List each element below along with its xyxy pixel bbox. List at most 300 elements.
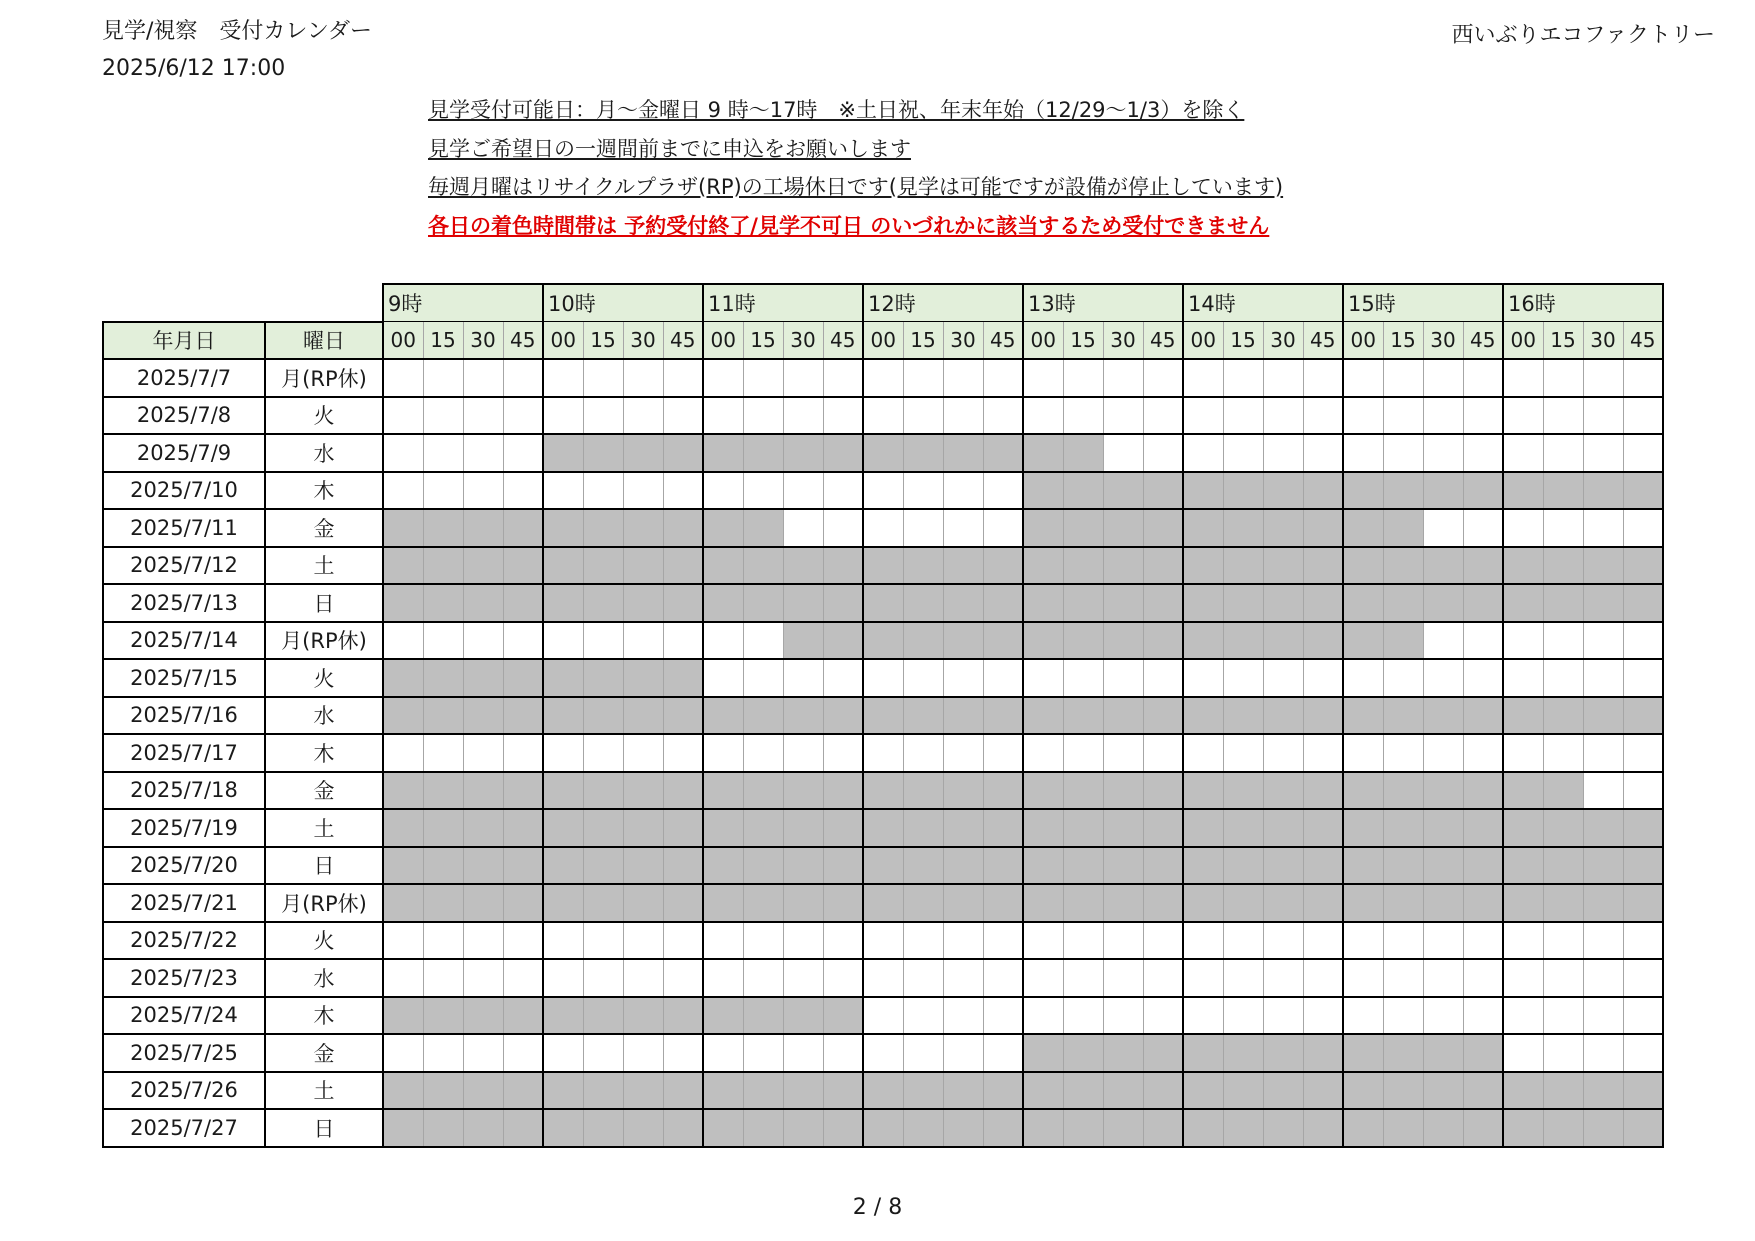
time-slot-closed bbox=[1423, 847, 1463, 885]
time-slot-closed bbox=[1623, 472, 1663, 510]
time-slot-closed bbox=[863, 1109, 903, 1147]
time-slot-closed bbox=[863, 847, 903, 885]
time-slot-open bbox=[943, 659, 983, 697]
time-slot-closed bbox=[663, 547, 703, 585]
table-row bbox=[103, 472, 1663, 510]
time-slot-closed bbox=[1263, 697, 1303, 735]
time-slot-closed bbox=[1103, 584, 1143, 622]
time-slot-open bbox=[1383, 734, 1423, 772]
time-slot-closed bbox=[463, 847, 503, 885]
time-slot-closed bbox=[1423, 772, 1463, 810]
time-slot-open bbox=[863, 509, 903, 547]
time-slot-closed bbox=[543, 1109, 583, 1147]
time-slot-open bbox=[383, 959, 423, 997]
time-slot-closed bbox=[1063, 772, 1103, 810]
time-slot-closed bbox=[903, 809, 943, 847]
time-slot-closed bbox=[423, 809, 463, 847]
table-row bbox=[103, 1109, 1663, 1147]
time-slot-closed bbox=[743, 1109, 783, 1147]
time-slot-closed bbox=[1263, 584, 1303, 622]
time-slot-open bbox=[1463, 659, 1503, 697]
time-slot-open bbox=[1223, 922, 1263, 960]
time-slot-closed bbox=[703, 884, 743, 922]
time-slot-open bbox=[583, 397, 623, 435]
time-slot-open bbox=[783, 472, 823, 510]
time-slot-closed bbox=[383, 809, 423, 847]
time-slot-closed bbox=[823, 547, 863, 585]
time-slot-closed bbox=[623, 697, 663, 735]
time-slot-closed bbox=[1343, 622, 1383, 660]
time-slot-closed bbox=[1063, 884, 1103, 922]
time-slot-open bbox=[1383, 659, 1423, 697]
time-slot-closed bbox=[863, 884, 903, 922]
time-slot-open bbox=[1023, 359, 1063, 397]
time-slot-closed bbox=[903, 772, 943, 810]
minute-header: 15 bbox=[423, 322, 463, 360]
time-slot-open bbox=[1583, 509, 1623, 547]
time-slot-closed bbox=[583, 659, 623, 697]
time-slot-open bbox=[1143, 434, 1183, 472]
time-slot-open bbox=[743, 472, 783, 510]
time-slot-closed bbox=[743, 884, 783, 922]
time-slot-open bbox=[743, 922, 783, 960]
time-slot-closed bbox=[1463, 697, 1503, 735]
time-slot-open bbox=[1063, 997, 1103, 1035]
time-slot-closed bbox=[983, 622, 1023, 660]
minute-header: 45 bbox=[823, 322, 863, 360]
time-slot-open bbox=[1183, 959, 1223, 997]
time-slot-closed bbox=[1383, 809, 1423, 847]
time-slot-closed bbox=[623, 809, 663, 847]
table-row bbox=[103, 547, 1663, 585]
time-slot-closed bbox=[1463, 472, 1503, 510]
hour-header: 12時 bbox=[863, 284, 1023, 322]
time-slot-closed bbox=[1383, 1072, 1423, 1110]
time-slot-closed bbox=[1303, 847, 1343, 885]
time-slot-closed bbox=[623, 884, 663, 922]
time-slot-open bbox=[1463, 434, 1503, 472]
time-slot-closed bbox=[703, 584, 743, 622]
time-slot-closed bbox=[623, 1072, 663, 1110]
time-slot-open bbox=[983, 997, 1023, 1035]
time-slot-open bbox=[463, 622, 503, 660]
time-slot-closed bbox=[1303, 472, 1343, 510]
time-slot-closed bbox=[383, 884, 423, 922]
time-slot-closed bbox=[1543, 584, 1583, 622]
time-slot-closed bbox=[503, 772, 543, 810]
weekday-cell: 木 bbox=[265, 734, 383, 772]
time-slot-closed bbox=[1023, 1072, 1063, 1110]
time-slot-closed bbox=[1543, 1109, 1583, 1147]
time-slot-closed bbox=[463, 659, 503, 697]
time-slot-closed bbox=[1303, 884, 1343, 922]
time-slot-open bbox=[783, 734, 823, 772]
date-cell: 2025/7/13 bbox=[103, 584, 265, 622]
time-slot-open bbox=[1303, 659, 1343, 697]
time-slot-open bbox=[983, 659, 1023, 697]
time-slot-open bbox=[543, 472, 583, 510]
time-slot-open bbox=[1503, 622, 1543, 660]
time-slot-open bbox=[1383, 397, 1423, 435]
notice-available-days: 見学受付可能日：月～金曜日 9 時～17時 ※土日祝、年末年始（12/29～1/3）を除く bbox=[428, 98, 1245, 122]
time-slot-open bbox=[1503, 734, 1543, 772]
time-slot-open bbox=[1063, 922, 1103, 960]
time-slot-open bbox=[1623, 397, 1663, 435]
time-slot-closed bbox=[1143, 884, 1183, 922]
date-cell: 2025/7/9 bbox=[103, 434, 265, 472]
time-slot-open bbox=[1263, 359, 1303, 397]
time-slot-closed bbox=[743, 997, 783, 1035]
time-slot-open bbox=[863, 472, 903, 510]
time-slot-closed bbox=[1383, 622, 1423, 660]
time-slot-closed bbox=[1423, 809, 1463, 847]
time-slot-open bbox=[903, 509, 943, 547]
table-row bbox=[103, 659, 1663, 697]
time-slot-closed bbox=[503, 584, 543, 622]
date-cell: 2025/7/23 bbox=[103, 959, 265, 997]
time-slot-closed bbox=[1383, 847, 1423, 885]
time-slot-open bbox=[1103, 659, 1143, 697]
time-slot-closed bbox=[1583, 884, 1623, 922]
time-slot-closed bbox=[1143, 697, 1183, 735]
time-slot-closed bbox=[1423, 472, 1463, 510]
time-slot-closed bbox=[943, 884, 983, 922]
minute-header: 15 bbox=[1543, 322, 1583, 360]
time-slot-open bbox=[863, 959, 903, 997]
minute-header: 00 bbox=[1023, 322, 1063, 360]
time-slot-open bbox=[1503, 997, 1543, 1035]
time-slot-closed bbox=[463, 697, 503, 735]
weekday-cell: 木 bbox=[265, 472, 383, 510]
time-slot-closed bbox=[1343, 584, 1383, 622]
weekday-cell: 土 bbox=[265, 809, 383, 847]
time-slot-closed bbox=[503, 697, 543, 735]
time-slot-open bbox=[1543, 922, 1583, 960]
time-slot-closed bbox=[1303, 1034, 1343, 1072]
time-slot-closed bbox=[1223, 1034, 1263, 1072]
time-slot-open bbox=[1103, 434, 1143, 472]
minute-header: 45 bbox=[1463, 322, 1503, 360]
time-slot-open bbox=[1143, 359, 1183, 397]
time-slot-closed bbox=[703, 772, 743, 810]
time-slot-open bbox=[583, 922, 623, 960]
time-slot-closed bbox=[543, 434, 583, 472]
time-slot-open bbox=[543, 622, 583, 660]
time-slot-open bbox=[1623, 622, 1663, 660]
time-slot-open bbox=[1183, 659, 1223, 697]
time-slot-closed bbox=[823, 997, 863, 1035]
time-slot-closed bbox=[1423, 1072, 1463, 1110]
time-slot-open bbox=[463, 1034, 503, 1072]
time-slot-open bbox=[503, 622, 543, 660]
time-slot-open bbox=[1583, 959, 1623, 997]
minute-header: 30 bbox=[1103, 322, 1143, 360]
time-slot-open bbox=[1143, 397, 1183, 435]
time-slot-open bbox=[823, 359, 863, 397]
time-slot-open bbox=[1263, 397, 1303, 435]
time-slot-closed bbox=[1023, 847, 1063, 885]
time-slot-closed bbox=[1223, 472, 1263, 510]
time-slot-closed bbox=[1463, 1109, 1503, 1147]
time-slot-closed bbox=[903, 1072, 943, 1110]
time-slot-open bbox=[1303, 434, 1343, 472]
minute-header: 00 bbox=[863, 322, 903, 360]
time-slot-open bbox=[1543, 359, 1583, 397]
time-slot-closed bbox=[383, 584, 423, 622]
time-slot-open bbox=[1103, 959, 1143, 997]
time-slot-closed bbox=[1143, 584, 1183, 622]
time-slot-closed bbox=[1303, 809, 1343, 847]
time-slot-open bbox=[503, 922, 543, 960]
time-slot-open bbox=[423, 922, 463, 960]
time-slot-open bbox=[1623, 959, 1663, 997]
time-slot-open bbox=[1143, 734, 1183, 772]
time-slot-open bbox=[1583, 397, 1623, 435]
time-slot-closed bbox=[1343, 472, 1383, 510]
time-slot-open bbox=[1543, 997, 1583, 1035]
date-cell: 2025/7/26 bbox=[103, 1072, 265, 1110]
time-slot-closed bbox=[783, 884, 823, 922]
time-slot-closed bbox=[1183, 1034, 1223, 1072]
date-cell: 2025/7/19 bbox=[103, 809, 265, 847]
weekday-cell: 火 bbox=[265, 659, 383, 697]
time-slot-open bbox=[1303, 397, 1343, 435]
minute-header: 00 bbox=[703, 322, 743, 360]
table-row bbox=[103, 959, 1663, 997]
time-slot-open bbox=[1463, 959, 1503, 997]
time-slot-closed bbox=[1263, 472, 1303, 510]
time-slot-closed bbox=[823, 697, 863, 735]
time-slot-closed bbox=[1623, 884, 1663, 922]
time-slot-closed bbox=[1063, 697, 1103, 735]
minute-header: 45 bbox=[503, 322, 543, 360]
time-slot-open bbox=[863, 1034, 903, 1072]
time-slot-closed bbox=[1583, 1072, 1623, 1110]
time-slot-open bbox=[943, 509, 983, 547]
time-slot-closed bbox=[783, 1072, 823, 1110]
time-slot-closed bbox=[1423, 1034, 1463, 1072]
minute-header: 00 bbox=[543, 322, 583, 360]
time-slot-closed bbox=[783, 584, 823, 622]
time-slot-open bbox=[503, 1034, 543, 1072]
time-slot-closed bbox=[663, 1109, 703, 1147]
time-slot-open bbox=[943, 959, 983, 997]
time-slot-closed bbox=[1023, 434, 1063, 472]
time-slot-closed bbox=[1103, 622, 1143, 660]
time-slot-open bbox=[943, 734, 983, 772]
time-slot-closed bbox=[503, 809, 543, 847]
time-slot-open bbox=[1623, 1034, 1663, 1072]
time-slot-open bbox=[903, 997, 943, 1035]
time-slot-closed bbox=[1303, 772, 1343, 810]
time-slot-open bbox=[383, 734, 423, 772]
reception-calendar-table bbox=[102, 283, 1664, 1148]
time-slot-open bbox=[1583, 997, 1623, 1035]
time-slot-closed bbox=[543, 584, 583, 622]
time-slot-closed bbox=[623, 847, 663, 885]
time-slot-closed bbox=[1383, 472, 1423, 510]
time-slot-open bbox=[1423, 359, 1463, 397]
time-slot-closed bbox=[1263, 509, 1303, 547]
time-slot-closed bbox=[583, 697, 623, 735]
time-slot-closed bbox=[383, 847, 423, 885]
time-slot-open bbox=[1183, 359, 1223, 397]
time-slot-open bbox=[1223, 434, 1263, 472]
time-slot-open bbox=[743, 959, 783, 997]
time-slot-open bbox=[1023, 397, 1063, 435]
time-slot-closed bbox=[1383, 884, 1423, 922]
time-slot-open bbox=[1583, 772, 1623, 810]
time-slot-closed bbox=[1223, 509, 1263, 547]
time-slot-closed bbox=[783, 622, 823, 660]
date-cell: 2025/7/14 bbox=[103, 622, 265, 660]
time-slot-open bbox=[903, 397, 943, 435]
table-row bbox=[103, 847, 1663, 885]
time-slot-closed bbox=[1303, 547, 1343, 585]
time-slot-open bbox=[1063, 659, 1103, 697]
time-slot-open bbox=[1383, 959, 1423, 997]
time-slot-open bbox=[1463, 997, 1503, 1035]
time-slot-open bbox=[1263, 997, 1303, 1035]
time-slot-open bbox=[1303, 997, 1343, 1035]
time-slot-open bbox=[1543, 734, 1583, 772]
time-slot-closed bbox=[1503, 584, 1543, 622]
time-slot-closed bbox=[943, 697, 983, 735]
time-slot-closed bbox=[663, 509, 703, 547]
time-slot-closed bbox=[1383, 697, 1423, 735]
time-slot-open bbox=[1023, 922, 1063, 960]
time-slot-closed bbox=[623, 509, 663, 547]
time-slot-closed bbox=[583, 847, 623, 885]
time-slot-closed bbox=[383, 772, 423, 810]
time-slot-closed bbox=[1143, 847, 1183, 885]
time-slot-closed bbox=[663, 809, 703, 847]
time-slot-open bbox=[1383, 434, 1423, 472]
date-cell: 2025/7/27 bbox=[103, 1109, 265, 1147]
time-slot-closed bbox=[1223, 772, 1263, 810]
time-slot-closed bbox=[463, 509, 503, 547]
time-slot-closed bbox=[943, 1072, 983, 1110]
time-slot-open bbox=[983, 922, 1023, 960]
time-slot-closed bbox=[703, 547, 743, 585]
time-slot-closed bbox=[823, 809, 863, 847]
time-slot-open bbox=[1223, 659, 1263, 697]
time-slot-open bbox=[983, 959, 1023, 997]
time-slot-open bbox=[1423, 509, 1463, 547]
minute-header: 30 bbox=[943, 322, 983, 360]
time-slot-closed bbox=[1063, 509, 1103, 547]
time-slot-open bbox=[943, 922, 983, 960]
time-slot-open bbox=[1583, 1034, 1623, 1072]
time-slot-closed bbox=[743, 509, 783, 547]
time-slot-open bbox=[1623, 997, 1663, 1035]
time-slot-open bbox=[583, 734, 623, 772]
time-slot-closed bbox=[383, 997, 423, 1035]
time-slot-closed bbox=[863, 547, 903, 585]
time-slot-closed bbox=[1143, 809, 1183, 847]
time-slot-open bbox=[1423, 734, 1463, 772]
notice-colored-slots-warning: 各日の着色時間帯は 予約受付終了/見学不可日 のいづれかに該当するため受付できません bbox=[428, 214, 1270, 238]
time-slot-open bbox=[1023, 997, 1063, 1035]
time-slot-closed bbox=[943, 547, 983, 585]
weekday-cell: 水 bbox=[265, 434, 383, 472]
time-slot-open bbox=[543, 959, 583, 997]
time-slot-open bbox=[663, 472, 703, 510]
time-slot-closed bbox=[903, 847, 943, 885]
time-slot-open bbox=[1023, 959, 1063, 997]
time-slot-open bbox=[503, 359, 543, 397]
time-slot-open bbox=[1543, 434, 1583, 472]
date-cell: 2025/7/20 bbox=[103, 847, 265, 885]
time-slot-open bbox=[783, 359, 823, 397]
time-slot-closed bbox=[703, 434, 743, 472]
time-slot-closed bbox=[1063, 847, 1103, 885]
time-slot-closed bbox=[1543, 1072, 1583, 1110]
time-slot-closed bbox=[983, 584, 1023, 622]
minute-header: 30 bbox=[783, 322, 823, 360]
weekday-cell: 月(RP休) bbox=[265, 359, 383, 397]
time-slot-closed bbox=[1463, 772, 1503, 810]
time-slot-closed bbox=[983, 547, 1023, 585]
time-slot-closed bbox=[743, 584, 783, 622]
time-slot-open bbox=[743, 734, 783, 772]
hour-header: 14時 bbox=[1183, 284, 1343, 322]
time-slot-open bbox=[543, 1034, 583, 1072]
time-slot-open bbox=[503, 734, 543, 772]
time-slot-open bbox=[1223, 997, 1263, 1035]
time-slot-open bbox=[823, 509, 863, 547]
time-slot-closed bbox=[423, 659, 463, 697]
time-slot-open bbox=[1103, 397, 1143, 435]
time-slot-closed bbox=[1343, 547, 1383, 585]
time-slot-open bbox=[663, 622, 703, 660]
time-slot-open bbox=[383, 472, 423, 510]
time-slot-open bbox=[1423, 397, 1463, 435]
time-slot-open bbox=[983, 1034, 1023, 1072]
time-slot-open bbox=[783, 659, 823, 697]
minute-header: 30 bbox=[1583, 322, 1623, 360]
time-slot-open bbox=[903, 659, 943, 697]
time-slot-open bbox=[1583, 359, 1623, 397]
time-slot-closed bbox=[1183, 1072, 1223, 1110]
minute-header: 30 bbox=[1423, 322, 1463, 360]
time-slot-closed bbox=[543, 884, 583, 922]
time-slot-open bbox=[703, 1034, 743, 1072]
time-slot-open bbox=[983, 472, 1023, 510]
time-slot-closed bbox=[583, 584, 623, 622]
facility-name: 西いぶりエコファクトリー bbox=[1451, 23, 1715, 48]
time-slot-closed bbox=[623, 772, 663, 810]
time-slot-open bbox=[743, 397, 783, 435]
time-slot-closed bbox=[623, 997, 663, 1035]
time-slot-open bbox=[1103, 997, 1143, 1035]
time-slot-closed bbox=[423, 1072, 463, 1110]
time-slot-open bbox=[1463, 922, 1503, 960]
weekday-cell: 日 bbox=[265, 847, 383, 885]
time-slot-open bbox=[1583, 434, 1623, 472]
time-slot-open bbox=[983, 734, 1023, 772]
time-slot-open bbox=[1383, 922, 1423, 960]
time-slot-closed bbox=[1463, 1034, 1503, 1072]
time-slot-closed bbox=[583, 884, 623, 922]
time-slot-open bbox=[1063, 359, 1103, 397]
time-slot-open bbox=[663, 359, 703, 397]
weekday-cell: 火 bbox=[265, 922, 383, 960]
time-slot-closed bbox=[1103, 884, 1143, 922]
time-slot-open bbox=[463, 472, 503, 510]
time-slot-closed bbox=[1223, 622, 1263, 660]
time-slot-open bbox=[423, 622, 463, 660]
